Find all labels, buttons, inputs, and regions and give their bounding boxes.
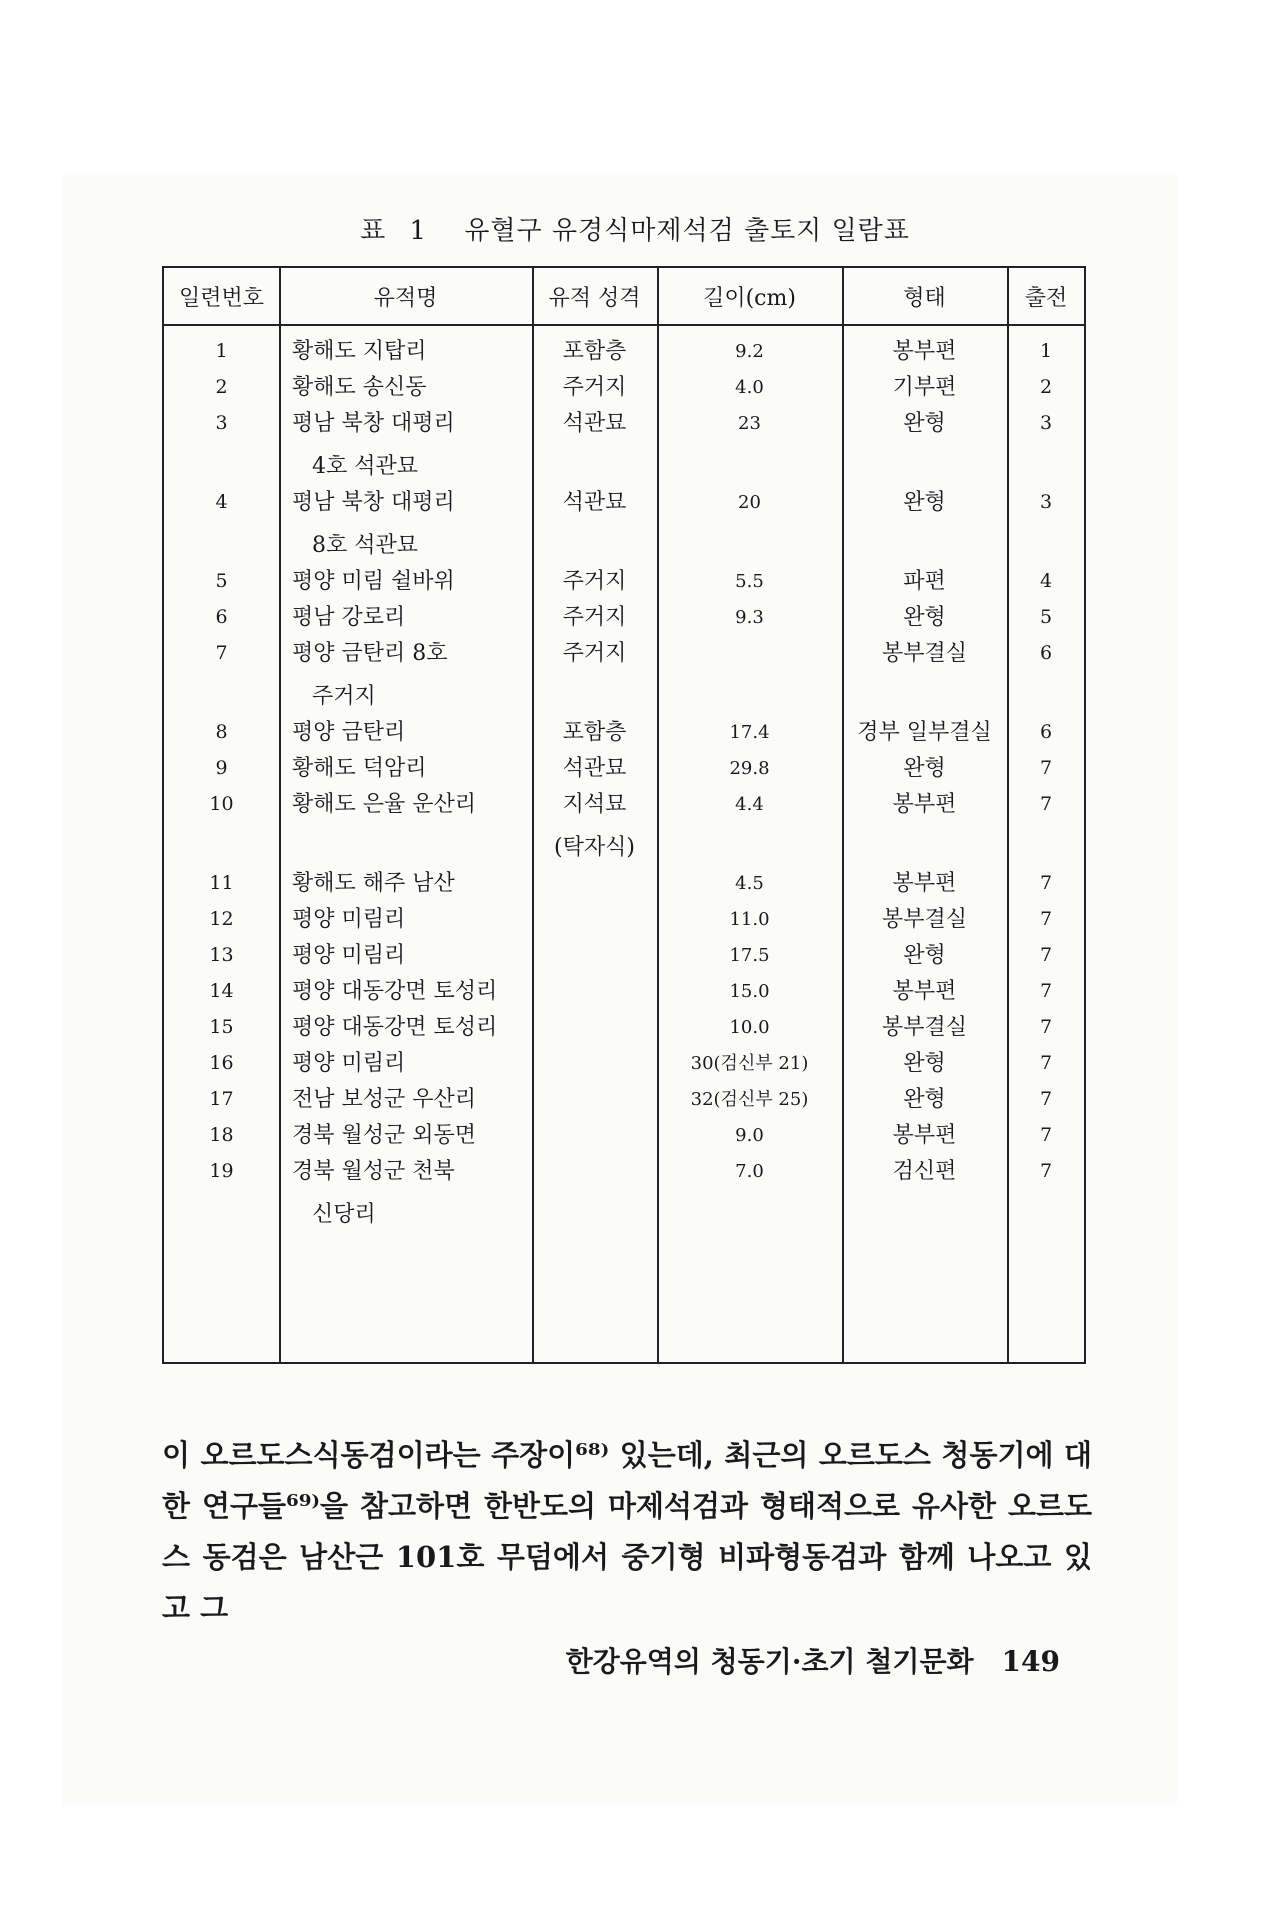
header-length: 길이(cm) xyxy=(703,285,796,311)
cell-site-line2: 주거지 xyxy=(312,684,376,709)
cell-no-text: 8 xyxy=(215,721,228,743)
cell-site-text: 황해도 지탑리 xyxy=(292,339,427,364)
cell-shape-text: 기부편 xyxy=(892,375,957,400)
cell-source xyxy=(1007,1150,1085,1193)
cell-shape xyxy=(842,481,1007,524)
cell-no-text: 2 xyxy=(215,376,228,398)
cell-site-text: 평남 북창 대평리 xyxy=(292,490,455,515)
cell-site-line2: 4호 석관묘 xyxy=(312,454,418,479)
cell-site-text: 평양 미림리 xyxy=(292,907,406,932)
cell-source-text: 6 xyxy=(1039,721,1053,743)
table-row xyxy=(164,632,1084,718)
cell-source xyxy=(1007,783,1085,826)
cell-no-text: 12 xyxy=(209,908,234,930)
cell-shape-text: 완형 xyxy=(903,605,946,630)
cell-shape-text: 완형 xyxy=(903,756,946,781)
cell-source-text: 6 xyxy=(1039,642,1053,664)
cell-site-text: 평양 대동강면 토성리 xyxy=(292,1015,498,1040)
running-footer xyxy=(560,1640,1060,1680)
cell-length-text: 4.4 xyxy=(735,794,764,815)
cell-source-text: 7 xyxy=(1039,980,1053,1002)
cell-shape-text: 봉부편 xyxy=(892,792,957,817)
cell-length xyxy=(657,783,842,826)
cell-site-text: 황해도 덕암리 xyxy=(292,756,427,781)
cell-no-text: 15 xyxy=(209,1016,234,1038)
cell-site-text: 황해도 해주 남산 xyxy=(292,871,455,896)
cell-shape-text: 완형 xyxy=(903,411,946,436)
cell-shape-text: 완형 xyxy=(903,490,946,515)
cell-nature-text: 석관묘 xyxy=(562,411,627,436)
cell-site xyxy=(292,402,532,488)
cell-source-text: 5 xyxy=(1039,606,1053,628)
cell-nature-text: 포함층 xyxy=(562,720,627,745)
cell-no-text: 9 xyxy=(215,757,228,779)
cell-shape-text: 봉부결실 xyxy=(881,641,967,666)
cell-nature-line2: (탁자식) xyxy=(554,835,635,860)
header-no: 일련번호 xyxy=(178,285,264,311)
cell-nature-text: 주거지 xyxy=(562,605,627,630)
cell-site-text: 평양 미림리 xyxy=(292,943,406,968)
cell-no xyxy=(164,481,279,524)
cell-nature xyxy=(532,632,657,675)
cell-source-text: 7 xyxy=(1039,872,1053,894)
cell-source xyxy=(1007,632,1085,675)
cell-shape xyxy=(842,632,1007,675)
cell-nature xyxy=(532,783,657,869)
cell-length-text: 32(검신부 25) xyxy=(690,1089,809,1110)
cell-source-text: 7 xyxy=(1039,944,1053,966)
cell-shape-text: 봉부편 xyxy=(892,979,957,1004)
cell-nature-text: 포함층 xyxy=(562,339,627,364)
cell-shape xyxy=(842,1150,1007,1193)
cell-no xyxy=(164,632,279,675)
cell-site xyxy=(292,783,532,826)
cell-shape-text: 봉부편 xyxy=(892,339,957,364)
cell-length-text: 9.0 xyxy=(735,1125,764,1146)
cell-no-text: 5 xyxy=(215,570,228,592)
cell-nature-text: 석관묘 xyxy=(562,490,627,515)
cell-no-text: 1 xyxy=(215,340,228,362)
cell-shape-text: 파편 xyxy=(903,569,946,594)
cell-length-text: 4.0 xyxy=(735,377,764,398)
cell-length-text: 17.4 xyxy=(729,722,770,743)
cell-no-text: 11 xyxy=(209,872,234,894)
table-row xyxy=(164,402,1084,488)
cell-length xyxy=(657,402,842,445)
cell-no-text: 18 xyxy=(209,1124,234,1146)
cell-site-line2: 8호 석관묘 xyxy=(312,533,418,558)
header-divider xyxy=(164,324,1084,326)
cell-no-text: 10 xyxy=(209,793,234,815)
cell-shape-text: 완형 xyxy=(903,1051,946,1076)
cell-site-text: 황해도 은율 운산리 xyxy=(292,792,477,817)
cell-length-text: 7.0 xyxy=(735,1161,764,1182)
cell-shape-text: 경부 일부결실 xyxy=(857,720,992,745)
cell-length-text: 30(검신부 21) xyxy=(690,1053,809,1074)
cell-no-text: 6 xyxy=(215,606,228,628)
cell-length-text: 10.0 xyxy=(729,1017,770,1038)
cell-site xyxy=(292,1150,532,1236)
cell-length-text: 29.8 xyxy=(729,758,770,779)
cell-shape-text: 봉부결실 xyxy=(881,907,967,932)
cell-source-text: 7 xyxy=(1039,1124,1053,1146)
cell-source-text: 3 xyxy=(1039,491,1053,513)
cell-no-text: 17 xyxy=(209,1088,234,1110)
cell-shape-text: 봉부편 xyxy=(892,871,957,896)
cell-site xyxy=(292,632,532,718)
cell-no-text: 16 xyxy=(209,1052,234,1074)
cell-nature-text: 지석묘 xyxy=(562,792,627,817)
caption-prefix: 표 xyxy=(360,216,387,246)
cell-site-text: 평양 금탄리 xyxy=(292,720,406,745)
cell-nature-text: 석관묘 xyxy=(562,756,627,781)
caption-number: 1 xyxy=(409,216,427,246)
cell-nature xyxy=(532,402,657,445)
cell-source-text: 2 xyxy=(1039,376,1053,398)
cell-nature-text: 주거지 xyxy=(562,569,627,594)
header-nature: 유적 성격 xyxy=(548,285,641,311)
site-table xyxy=(162,266,1086,1364)
cell-length-text: 20 xyxy=(738,492,761,513)
cell-shape-text: 검신편 xyxy=(892,1159,957,1184)
cell-source-text: 7 xyxy=(1039,1052,1053,1074)
cell-shape-text: 봉부편 xyxy=(892,1123,957,1148)
cell-source xyxy=(1007,481,1085,524)
cell-site-text: 평양 금탄리 8호 xyxy=(292,641,448,666)
cell-site-line2: 신당리 xyxy=(312,1202,376,1227)
table-caption xyxy=(0,210,1270,247)
cell-no-text: 13 xyxy=(209,944,234,966)
cell-source-text: 7 xyxy=(1039,1016,1053,1038)
cell-length-text: 11.0 xyxy=(729,909,770,930)
header-shape: 형태 xyxy=(903,285,946,311)
cell-source-text: 7 xyxy=(1039,908,1053,930)
cell-source-text: 3 xyxy=(1039,412,1053,434)
cell-shape-text: 완형 xyxy=(903,1087,946,1112)
cell-site-text: 전남 보성군 우산리 xyxy=(292,1087,477,1112)
cell-no-text: 7 xyxy=(215,642,228,664)
cell-source-text: 7 xyxy=(1039,1088,1053,1110)
cell-site-text: 황해도 송신동 xyxy=(292,375,427,400)
cell-site xyxy=(292,481,532,567)
cell-length-text: 23 xyxy=(738,413,761,434)
cell-site-text: 평양 미림리 xyxy=(292,1051,406,1076)
cell-length-text: 4.5 xyxy=(735,873,764,894)
cell-length-text: 5.5 xyxy=(735,571,764,592)
table-row xyxy=(164,783,1084,869)
cell-length xyxy=(657,481,842,524)
caption-title: 유혈구 유경식마제석검 출토지 일람표 xyxy=(464,216,910,246)
cell-site-text: 경북 월성군 외동면 xyxy=(292,1123,477,1148)
cell-site-text: 평양 대동강면 토성리 xyxy=(292,979,498,1004)
cell-length-text: 9.2 xyxy=(735,341,764,362)
cell-nature xyxy=(532,481,657,524)
cell-length-text: 17.5 xyxy=(729,945,770,966)
cell-source-text: 7 xyxy=(1039,793,1053,815)
cell-no xyxy=(164,783,279,826)
cell-no xyxy=(164,1150,279,1193)
cell-no-text: 4 xyxy=(215,491,228,513)
cell-site-text: 평양 미림 쉴바위 xyxy=(292,569,455,594)
cell-length xyxy=(657,1150,842,1193)
table-row xyxy=(164,1150,1084,1236)
cell-shape-text: 봉부결실 xyxy=(881,1015,967,1040)
cell-no-text: 19 xyxy=(209,1160,234,1182)
page-number: 149 xyxy=(1001,1645,1060,1678)
cell-site-text: 평남 강로리 xyxy=(292,605,406,630)
cell-length-text: 15.0 xyxy=(729,981,770,1002)
cell-shape xyxy=(842,402,1007,445)
header-source: 출전 xyxy=(1024,285,1068,311)
cell-length-text: 9.3 xyxy=(735,607,764,628)
cell-site-text: 경북 월성군 천북 xyxy=(292,1159,455,1184)
cell-site-text: 평남 북창 대평리 xyxy=(292,411,455,436)
cell-source-text: 7 xyxy=(1039,1160,1053,1182)
cell-no xyxy=(164,402,279,445)
cell-no-text: 14 xyxy=(209,980,234,1002)
cell-source-text: 4 xyxy=(1039,570,1053,592)
cell-nature-text: 주거지 xyxy=(562,375,627,400)
cell-source-text: 1 xyxy=(1039,340,1053,362)
cell-source xyxy=(1007,402,1085,445)
cell-shape-text: 완형 xyxy=(903,943,946,968)
cell-nature-text: 주거지 xyxy=(562,641,627,666)
header-site: 유적명 xyxy=(373,285,438,311)
cell-no-text: 3 xyxy=(215,412,228,434)
footer-title: 한강유역의 청동기·초기 철기문화 xyxy=(565,1645,974,1678)
cell-source-text: 7 xyxy=(1039,757,1053,779)
table-row xyxy=(164,481,1084,567)
cell-shape xyxy=(842,783,1007,826)
body-paragraph: 이 오르도스식동검이라는 주장이⁶⁸⁾ 있는데, 최근의 오르도스 청동기에 대한 연구들⁶⁹⁾을 참고하면 한반도의 마제석검과 형태적으로 유사한 오르도스 동검은 남산근 101호 무덤에서 중기형 비파형동검과 함께 나오고 있고 그 xyxy=(162,1438,1092,1625)
